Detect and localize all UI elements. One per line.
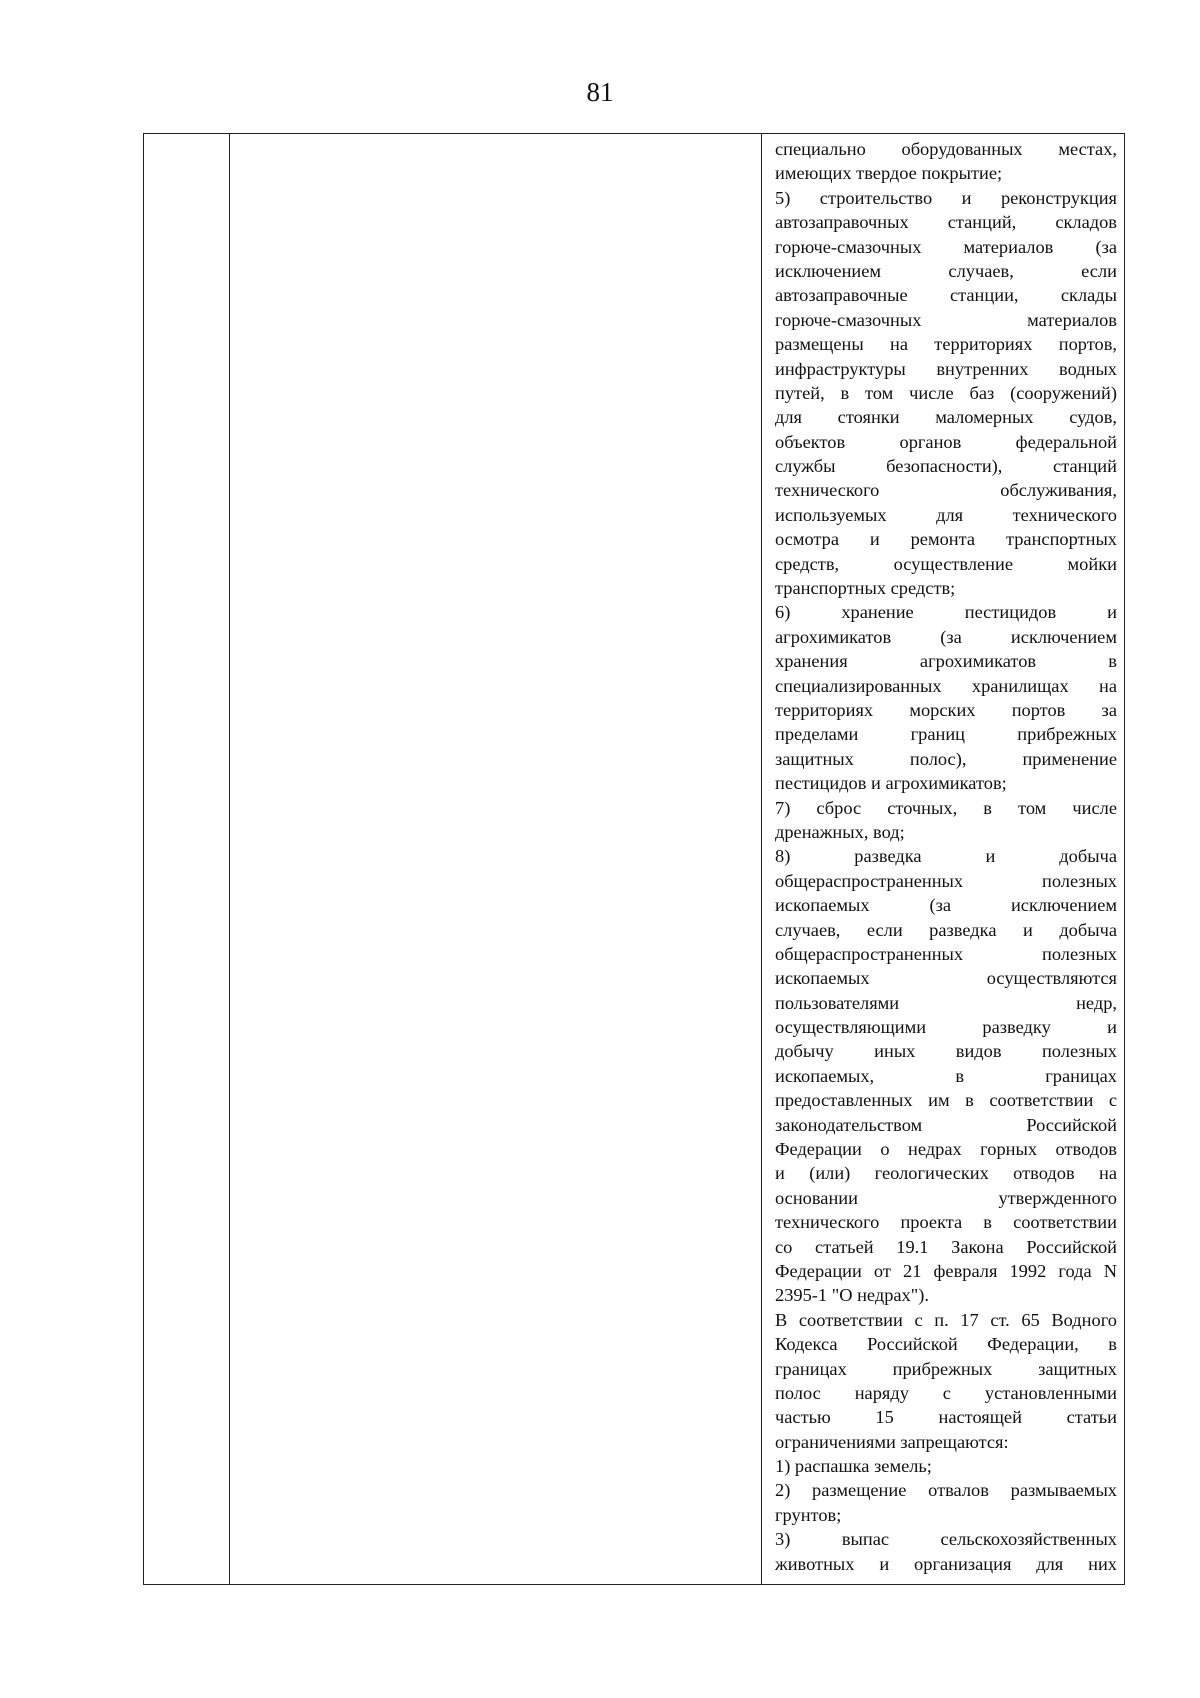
text-line: основании утвержденного	[775, 1187, 1117, 1208]
text-line: Кодекса Российской Федерации, в	[775, 1334, 1117, 1355]
text-line: 6) хранение пестицидов и	[775, 602, 1117, 623]
text-line: службы безопасности), станций	[775, 456, 1117, 477]
text-line: Федерации от 21 февраля 1992 года N	[775, 1260, 1117, 1281]
text-line: 1) распашка земель;	[775, 1456, 932, 1477]
text-line: агрохимикатов (за исключением	[775, 626, 1117, 647]
text-line: 8) разведка и добыча	[775, 846, 1117, 867]
text-line: для стоянки маломерных судов,	[775, 407, 1117, 428]
text-line: технического проекта в соответствии	[775, 1212, 1117, 1233]
text-line: Федерации о недрах горных отводов	[775, 1139, 1117, 1160]
text-line: инфраструктуры внутренних водных	[775, 358, 1117, 379]
text-line: хранения агрохимикатов в	[775, 651, 1117, 672]
text-line: пестицидов и агрохимикатов;	[775, 773, 1007, 794]
text-line: пользователями недр,	[775, 992, 1117, 1013]
text-line: 2) размещение отвалов размываемых	[775, 1480, 1117, 1501]
text-line: ископаемых (за исключением	[775, 895, 1117, 916]
text-line: В соответствии с п. 17 ст. 65 Водного	[775, 1309, 1117, 1330]
text-line: пределами границ прибрежных	[775, 724, 1117, 745]
text-line: объектов органов федеральной	[775, 431, 1117, 452]
text-line: и (или) геологических отводов на	[775, 1163, 1117, 1184]
text-line: законодательством Российской	[775, 1114, 1117, 1135]
text-line: общераспространенных полезных	[775, 943, 1117, 964]
text-line: имеющих твердое покрытие;	[775, 163, 1003, 184]
text-line: специально оборудованных местах,	[775, 139, 1117, 159]
text-line: горюче-смазочных материалов (за	[775, 236, 1117, 257]
text-line: общераспространенных полезных	[775, 870, 1117, 891]
column-divider-2	[761, 134, 762, 1584]
column-divider-1	[229, 134, 230, 1584]
text-line: полос наряду с установленными	[775, 1382, 1117, 1403]
text-line: ограничениями запрещаются:	[775, 1431, 1009, 1452]
text-line: со статьей 19.1 Закона Российской	[775, 1236, 1117, 1257]
text-line: 5) строительство и реконструкция	[775, 187, 1117, 208]
text-line: специализированных хранилищах на	[775, 675, 1117, 696]
text-line: добычу иных видов полезных	[775, 1041, 1117, 1062]
text-line: границах прибрежных защитных	[775, 1358, 1117, 1379]
page-number: 81	[586, 77, 614, 107]
text-line: защитных полос), применение	[775, 748, 1117, 769]
text-line: случаев, если разведка и добыча	[775, 919, 1117, 940]
text-line: 7) сброс сточных, в том числе	[775, 797, 1117, 818]
text-line: осмотра и ремонта транспортных	[775, 529, 1117, 550]
table-text-column	[775, 137, 1117, 1576]
text-line: исключением случаев, если	[775, 260, 1117, 281]
text-line: частью 15 настоящей статьи	[775, 1407, 1117, 1428]
text-line: автозаправочных станций, складов	[775, 212, 1117, 233]
text-line: дренажных, вод;	[775, 821, 905, 842]
text-line: средств, осуществление мойки	[775, 553, 1117, 574]
text-line: используемых для технического	[775, 504, 1117, 525]
text-line: горюче-смазочных материалов	[775, 309, 1117, 330]
document-table	[143, 133, 1125, 1585]
text-line: автозаправочные станции, склады	[775, 285, 1117, 306]
text-line: осуществляющими разведку и	[775, 1017, 1117, 1038]
text-line: путей, в том числе баз (сооружений)	[775, 382, 1117, 403]
text-line: ископаемых, в границах	[775, 1065, 1117, 1086]
text-line: 2395-1 "О недрах").	[775, 1285, 929, 1306]
text-line: территориях морских портов за	[775, 699, 1117, 720]
text-line: размещены на территориях портов,	[775, 334, 1117, 355]
text-line: грунтов;	[775, 1504, 842, 1525]
text-line: 3) выпас сельскохозяйственных	[775, 1529, 1117, 1550]
text-line: предоставленных им в соответствии с	[775, 1090, 1117, 1111]
text-line: технического обслуживания,	[775, 480, 1117, 501]
text-line: транспортных средств;	[775, 578, 956, 599]
text-line: животных и организация для них	[775, 1553, 1117, 1574]
text-line: ископаемых осуществляются	[775, 968, 1117, 989]
